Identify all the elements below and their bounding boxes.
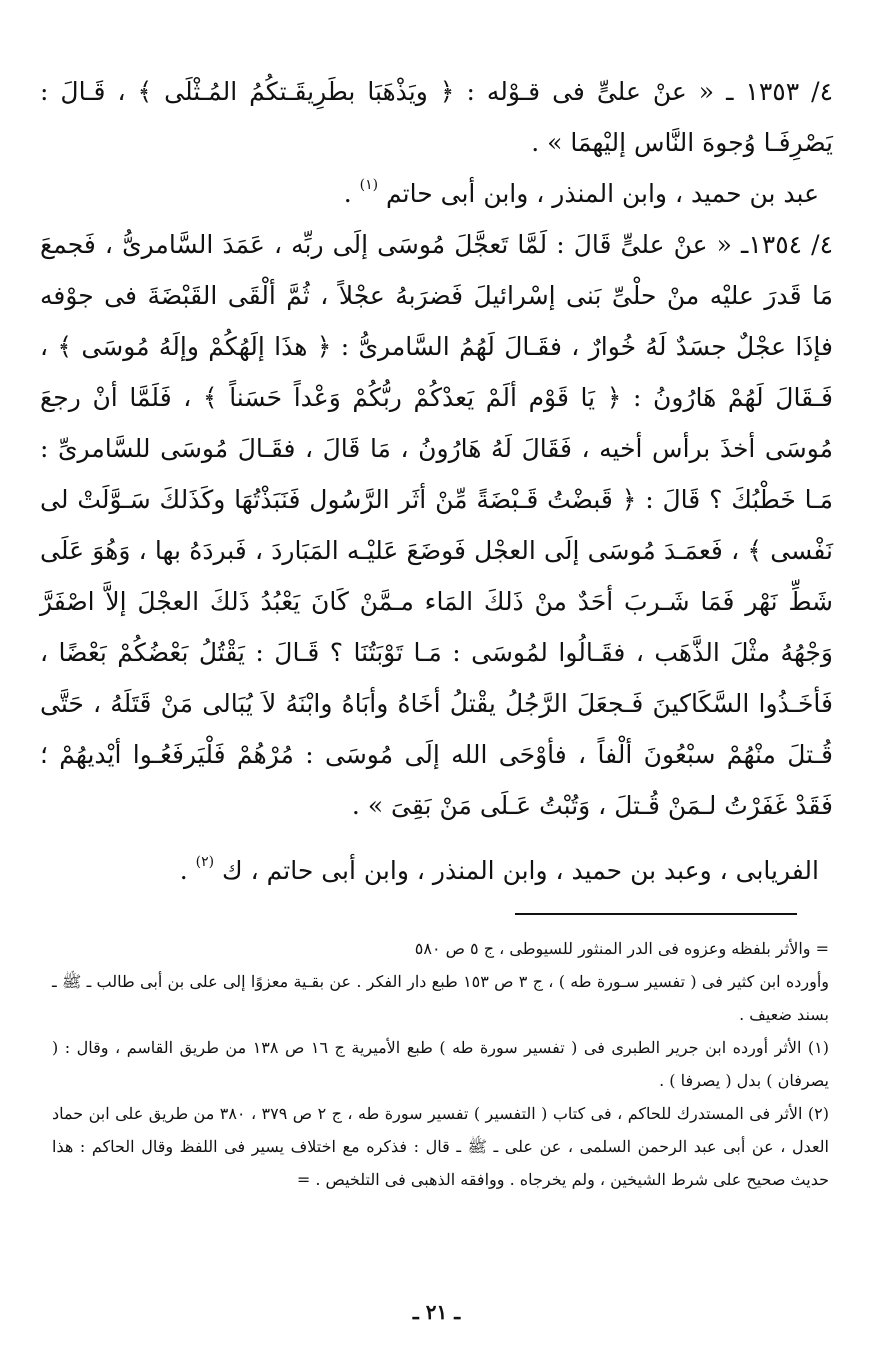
source-1-text: عبد بن حميد ، وابن المنذر ، وابن أبى حاتم: [386, 179, 819, 208]
source-line-1: [40, 168, 833, 219]
source-2-text: الفريابى ، وعبد بن حميد ، وابن المنذر ، وابن أبى حاتم ، ك: [222, 856, 819, 885]
source-1-end: .: [343, 179, 360, 208]
footnotes: [52, 932, 829, 1196]
source-2-end: .: [179, 856, 196, 885]
footnote-continued-2: وأورده ابن كثير فى ( تفسير سـورة طه ) ، ج ٣ ص ١٥٣ طبع دار الفكر . عن بقـية معزوًا إلى على بن أبى طالب ـ ﷺ ـ بسند ضعيف .: [52, 972, 830, 1024]
footnote-1: (١) الأثر أورده ابن جرير الطبرى فى ( تفسير سورة طه ) طبع الأميرية ج ١٦ ص ١٣٨ من طريق القاسم ، وقال : ( يصرفان ) بدل ( يصرفا ) .: [52, 1038, 830, 1090]
footnote-separator: [515, 913, 797, 915]
hadith-1353: ٤/ ١٣٥٣ ـ « عنْ علىٍّ فى قـوْله : ﴿ ويَذْهَبَا بطَرِيقَـتكُمُ المُـثْلَى ﴾ ، قَـالَ : يَصْرِفَـا وُجوهَ النَّاس إليْهمَا » .: [40, 77, 833, 157]
footnote-ref-1: (١): [359, 177, 379, 193]
footnote-continued-1: = والأثر بلفظه وعزوه فى الدر المنثور للسيوطى ، ج ٥ ص ٥٨٠: [414, 939, 829, 958]
main-text: [40, 66, 833, 896]
footnote-2: (٢) الأثر فى المستدرك للحاكم ، فى كتاب ( التفسير ) تفسير سورة طه ، ج ٢ ص ٣٧٩ ، ٣٨٠ من طريق على ابن حماد العدل ، عن أبى عبد الرحمن السلمى ، عن على ـ ﷺ ـ قال : فذكره مع اختلاف يسير فى اللفظ وقال الحاكم : هذا حديث صحيح على شرط الشيخين ، ولم يخرجاه . ووافقه الذهبى فى التلخيص . =: [52, 1104, 830, 1189]
page-number: ـ ٢١ ـ: [412, 1300, 461, 1324]
source-line-2: [40, 845, 833, 896]
footnote-ref-2: (٢): [195, 854, 215, 870]
hadith-1354: ٤/ ١٣٥٤ـ « عنْ علىٍّ قَالَ : لَمَّا تَعجَّلَ مُوسَى إلَى ربِّه ، عَمَدَ السَّامرىُّ ، فَجمعَ مَا قَدرَ عليْه منْ حلْىِّ بَنى إسْرائيلَ فَضرَبهُ عجْلاً ، ثُمَّ ألْقَى القَبْضَةَ فى جوْفه فإذَا عجْلٌ جسَدٌ لَهُ خُوارٌ ، فقَـالَ لَهُمُ السَّامرىُّ : ﴿ هذَا إلَهُكُمْ وإلَهُ مُوسَى ﴾ ، فَـقَالَ لَهُمْ هَارُونُ : ﴿ يَا قَوْم ألَمْ يَعدْكُمْ ربُّكُمْ وَعْداً حَسَناً ﴾ ، فَلَمَّا أنْ رجعَ مُوسَى أخذَ برأس أخيه ، فَقَالَ لَهُ هَارُونُ ، مَا قَالَ ، فقَـالَ مُوسَى للسَّامرىِّ : مَـا خَطْبُكَ ؟ قَالَ : ﴿ قَبضْتُ قَـبْضَةً مِّنْ أثَر الرَّسُول فَنَبَذْتُهَا وكَذَلكَ سَـوَّلَتْ لى نَفْسى ﴾ ، فَعمَـدَ مُوسَى إلَى العجْل فَوضَعَ عَليْـه المَبَاردَ ، فَبردَهُ بها ، وَهُوَ عَلَى شَطِّ نَهْر فَمَا شَـربَ أحَدٌ منْ ذَلكَ المَاء مـمَّنْ كَانَ يَعْبُدُ ذَلكَ العجْلَ إلاَّ اصْفَرَّ وَجْهُهُ مثْلَ الذَّهَب ، فقَـالُوا لمُوسَى : مَـا تَوْبَتُنَا ؟ قَـالَ : يَقْتُلُ بَعْضُكُمْ بَعْضًا ، فَأخَـذُوا السَّكَاكينَ فَـجعَلَ الرَّجُلُ يقْتلُ أخَاهُ وأبَاهُ وابْنَهُ لاَ يُبَالى مَنْ قَتَلَهُ ، حَتَّى قُـتلَ منْهُمْ سبْعُونَ ألْفاً ، فأوْحَى الله إلَى مُوسَى : مُرْهُمْ فَلْيَرفَعُـوا أيْديهُمْ ؛ فَقَدْ غَفَرْتُ لـمَنْ قُـتلَ ، وَتُبْتُ عَـلَى مَنْ بَقِىَ » .: [40, 230, 834, 820]
